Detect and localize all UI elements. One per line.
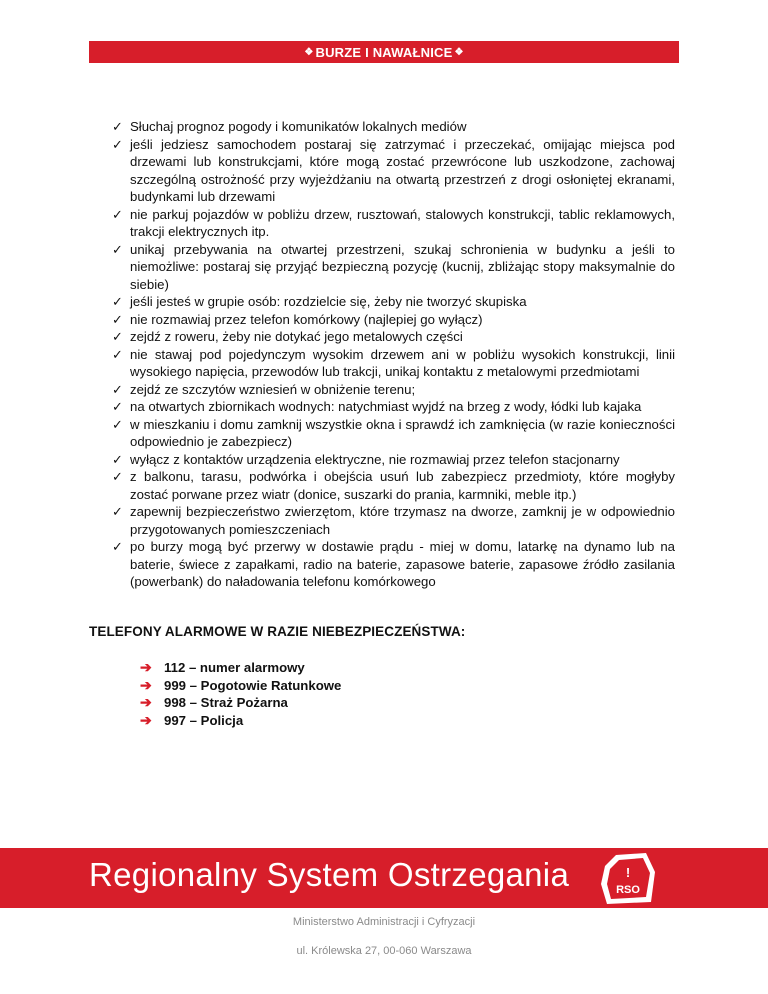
advice-item: ✓ w mieszkaniu i domu zamknij wszystkie okna i sprawdź ich zamknięcia (w razie konieczności odpowiednio je zabezpiecz) bbox=[112, 416, 675, 449]
rso-logo-icon bbox=[596, 852, 660, 906]
alarm-number-item: ➔ 997 – Policja bbox=[140, 711, 244, 728]
advice-item: ✓ nie stawaj pod pojedynczym wysokim drzewem ani w pobliżu wysokich konstrukcji, linii wysokiego napięcia, przewodów lub trakcji, unikaj kontaktu z metalowymi przedmiotami bbox=[112, 346, 675, 379]
advice-item: ✓ Słuchaj prognoz pogody i komunikatów lokalnych mediów bbox=[112, 119, 467, 134]
advice-item: ✓ nie parkuj pojazdów w pobliżu drzew, rusztowań, stalowych konstrukcji, tablic reklamowych, trakcji elektrycznych itp. bbox=[112, 206, 675, 239]
alarm-numbers-list bbox=[140, 659, 341, 729]
checkmark-icon: ✓ bbox=[112, 329, 123, 344]
checkmark-icon: ✓ bbox=[112, 416, 123, 432]
section-title-bar bbox=[89, 41, 679, 63]
advice-item: ✓ unikaj przebywania na otwartej przestrzeni, szukaj schronienia w budynku a jeśli to niemożliwe: postaraj się przyjąć bezpieczną pozycję (kucnij, zbliżając stopy maksymalnie do siebie) bbox=[112, 241, 675, 292]
advice-item: ✓ wyłącz z kontaktów urządzenia elektryczne, nie rozmawiaj przez telefon stacjonarny bbox=[112, 451, 620, 467]
advice-item: ✓ na otwartych zbiornikach wodnych: natychmiast wyjdź na brzeg z wody, łódki lub kajaka bbox=[112, 399, 642, 414]
arrow-right-icon: ➔ bbox=[140, 659, 152, 675]
advice-item: ✓ po burzy mogą być przerwy w dostawie prądu - miej w domu, latarkę na dynamo lub na baterie, świece z zapałkami, radio na baterie, zapasowe baterie, zapasowe źródło zasilania (powerbank) do naładowania telefonu komórkowego bbox=[112, 539, 675, 589]
diamond-bullet-icon: ❖ bbox=[304, 46, 314, 58]
diamond-bullet-icon: ❖ bbox=[454, 46, 464, 58]
checkmark-icon: ✓ bbox=[112, 469, 123, 484]
advice-item: ✓ zejdź ze szczytów wzniesień w obniżenie terenu; bbox=[112, 381, 416, 397]
checkmark-icon: ✓ bbox=[112, 241, 123, 257]
alarm-numbers-heading: TELEFONY ALARMOWE W RAZIE NIEBEZPIECZEŃSTWA: bbox=[89, 624, 466, 639]
checkmark-icon: ✓ bbox=[112, 311, 123, 327]
checkmark-icon: ✓ bbox=[112, 206, 123, 222]
checkmark-icon: ✓ bbox=[112, 346, 123, 362]
section-title: BURZE I NAWAŁNICE bbox=[315, 44, 453, 60]
checkmark-icon: ✓ bbox=[112, 504, 123, 519]
arrow-right-icon: ➔ bbox=[140, 676, 152, 693]
advice-item: ✓ zejdź z roweru, żeby nie dotykać jego metalowych części bbox=[112, 329, 463, 344]
checkmark-icon: ✓ bbox=[112, 451, 123, 467]
logo-text: RSO bbox=[616, 884, 640, 896]
footer-ministry: Ministerstwo Administracji i Cyfryzacji bbox=[292, 916, 476, 928]
alarm-number-item: ➔ 112 – numer alarmowy bbox=[140, 659, 305, 675]
checkmark-icon: ✓ bbox=[112, 399, 123, 414]
checkmark-icon: ✓ bbox=[112, 119, 123, 134]
alarm-number-item: ➔ 998 – Straż Pożarna bbox=[140, 694, 288, 710]
advice-item: ✓ zapewnij bezpieczeństwo zwierzętom, które trzymasz na dworze, zamknij je w odpowiednio przygotowanych pomieszczeniach bbox=[112, 504, 675, 537]
arrow-right-icon: ➔ bbox=[140, 711, 152, 728]
checkmark-icon: ✓ bbox=[112, 294, 123, 309]
checkmark-icon: ✓ bbox=[112, 381, 123, 397]
logo-exclamation: ! bbox=[625, 865, 631, 880]
advice-item: ✓ z balkonu, tarasu, podwórka i obejścia usuń lub zabezpiecz przedmioty, które mogłyby zostać porwane przez wiatr (donice, suszarki do prania, karmniki, meble itp.) bbox=[112, 469, 675, 502]
advice-item: ✓ jeśli jesteś w grupie osób: rozdzielcie się, żeby nie tworzyć skupiska bbox=[112, 294, 527, 309]
advice-item: ✓ jeśli jedziesz samochodem postaraj się zatrzymać i przeczekać, omijając miejsca pod drzewami lub konstrukcjami, które mogą zostać przewrócone lub uszkodzone, zachowaj szczególną ostrożność przy wyjeżdżaniu na otwartą przestrzeń z drogi osłoniętej ekranami, budynkami lub drzewami bbox=[112, 136, 675, 204]
advice-item: ✓ nie rozmawiaj przez telefon komórkowy (najlepiej go wyłącz) bbox=[112, 311, 483, 327]
checkmark-icon: ✓ bbox=[112, 539, 123, 554]
checkmark-icon: ✓ bbox=[112, 136, 123, 152]
alarm-number-item: ➔ 999 – Pogotowie Ratunkowe bbox=[140, 676, 342, 693]
footer-address: ul. Królewska 27, 00-060 Warszawa bbox=[296, 945, 472, 957]
advice-list bbox=[112, 118, 675, 591]
footer-banner bbox=[0, 848, 768, 908]
footer-title: Regionalny System Ostrzegania bbox=[89, 856, 570, 893]
arrow-right-icon: ➔ bbox=[140, 694, 152, 710]
